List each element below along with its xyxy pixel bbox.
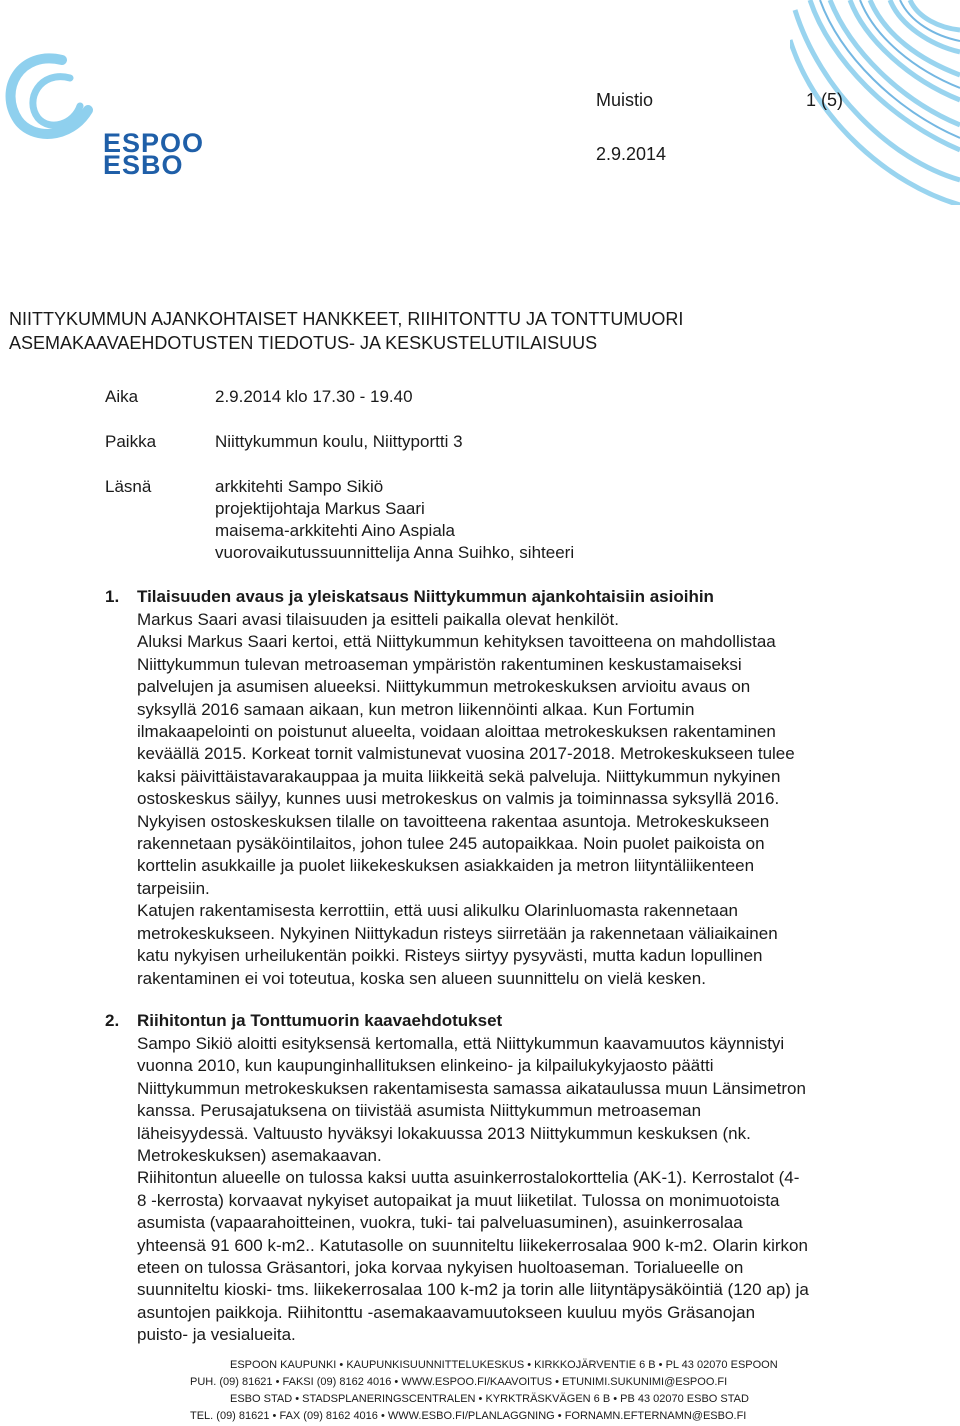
meta-lasna [0,476,960,566]
body-line: läheisyydessä. Valtuusto hyväksyi lokakuussa 2013 Niittykummun keskuksen (nk. [137,1123,751,1143]
title-line-2: ASEMAKAAVAEHDOTUSTEN TIEDOTUS- JA KESKUSTELUTILAISUUS [9,333,598,353]
body-line: rakentaminen ei voi toteutua, koska sen alueen suunnittelu on vielä kesken. [137,968,706,988]
body-line: kaksi päivittäistavarakauppaa ja muita liikkeitä sekä palveluja. Niittykummun nykyinen [137,766,781,786]
section-2-body [137,1033,857,1347]
body-line: Niittykummun metrokeskuksen rakentamisesta samassa aikataulussa muun Länsimetron [137,1078,806,1098]
body-line: puisto- ja vesialueita. [137,1325,296,1345]
body-line: ostoskeskus säilyy, kunnes uusi metrokeskus on valmis ja toiminnassa syksyllä 2016. [137,789,780,809]
body-line: 8 -kerrosta) korvaavat nykyiset autopaikat ja muut liiketilat. Tulossa on monimuotoista [137,1190,780,1210]
lasna-list [215,476,574,564]
section-2-heading: Riihitontun ja Tonttumuorin kaavaehdotukset [137,1011,503,1030]
aika-label: Aika [105,387,139,406]
body-line: korttelin asukkaille ja puolet liikekeskuksen asiakkaiden ja metron liityntäliikenteen [137,856,755,876]
body-line: Nykyisen ostoskeskuksen tilalle on tavoitteena rakentaa asuntoja. Metrokeskukseen [137,811,770,831]
title-line-1: NIITTYKUMMUN AJANKOHTAISET HANKKEET, RIIHITONTTU JA TONTTUMUORI [9,309,684,329]
body-line: Riihitontun alueelle on tulossa kaksi uutta asuinkerrostalokorttelia (AK-1). Kerrostalot (4- [137,1168,800,1188]
body-line: Aluksi Markus Saari kertoi, että Niittykummun kehityksen tavoitteena on mahdollistaa [137,632,776,652]
logo-line-2: ESBO [103,150,184,180]
body-line: ilmakaapelointi on poistunut alueelta, voidaan aloittaa metrokeskuksen rakentaminen [137,722,776,742]
attendee: projektijohtaja Markus Saari [215,499,425,518]
espoo-logo [0,40,205,180]
body-line: Niittykummun tulevan metroaseman ympäristön rakentuminen keskustamaiseksi [137,654,742,674]
body-line: tarpeisiin. [137,878,210,898]
section-1-heading: Tilaisuuden avaus ja yleiskatsaus Niittykummun ajankohtaisiin asioihin [137,587,714,606]
attendee: arkkitehti Sampo Sikiö [215,477,384,496]
paikka-value: Niittykummun koulu, Niittyportti 3 [215,432,463,451]
footer-line-1: ESPOON KAUPUNKI • KAUPUNKISUUNNITTELUKESKUS • KIRKKOJÄRVENTIE 6 B • PL 43 02070 ESPOON [230,1359,778,1371]
body-line: yhteensä 91 600 k-m2.. Katutasolle on suunniteltu liikekerrosalaa 900 k-m2. Olarin kirkon [137,1235,808,1255]
attendee: vuorovaikutussuunnittelija Anna Suihko, sihteeri [215,543,575,562]
body-line: asuntojen paikkoja. Riihitonttu -asemakaavamuutokseen kuuluu myös Gräsanojan [137,1302,756,1322]
body-line: Katujen rakentamisesta kerrottiin, että uusi alikulku Olarinluomasta rakennetaan [137,901,738,921]
footer-line-4: TEL. (09) 81621 • FAX (09) 8162 4016 • WWW.ESBO.FI/PLANLAGGNING • FORNAMN.EFTERNAMN@ESBO.FI [190,1410,747,1422]
body-line: rakennetaan pysäköintilaitos, johon tulee 245 autopaikkaa. Noin puolet paikoista on [137,834,765,854]
body-line: Markus Saari avasi tilaisuuden ja esitteli paikalla olevat henkilöt. [137,610,619,629]
paikka-label: Paikka [105,432,157,451]
logo-line-1: ESPOO [103,128,205,158]
meta-aika [0,386,960,408]
body-line: Metrokeskuksen) asemakaavan. [137,1146,382,1166]
body-line: syksyllä 2016 samaan aikaan, kun metron liikennöinti alkaa. Kun Fortumin [137,699,695,719]
doc-type: Muistio [596,90,654,110]
body-line: katu nykyisen urheilukentän poikki. Risteys siirtyy pysyvästi, mutta kadun lopullinen [137,946,763,966]
body-line: kanssa. Perusajatuksena on tiivistää asumista Niittykummun metroaseman [137,1101,702,1121]
body-line: Sampo Sikiö aloitti esityksensä kertomalla, että Niittykummun kaavamuutos käynnistyi [137,1034,785,1053]
aika-value: 2.9.2014 klo 17.30 - 19.40 [215,387,413,406]
footer-line-3: ESBO STAD • STADSPLANERINGSCENTRALEN • KYRKTRÄSKVÄGEN 6 B • PB 43 02070 ESBO STAD [230,1393,749,1405]
attendee: maisema-arkkitehti Aino Aspiala [215,521,456,540]
section-1-body [137,609,857,990]
doc-date: 2.9.2014 [596,144,667,164]
footer-line-2: PUH. (09) 81621 • FAKSI (09) 8162 4016 • WWW.ESPOO.FI/KAAVOITUS • ETUNIMI.SUKUNIMI@ESPOO.FI [190,1376,728,1388]
document-title [9,307,949,355]
body-line: vuonna 2010, kun kaupunginhallituksen elinkeino- ja kilpailukykyjaosto päätti [137,1056,714,1076]
body-line: keväällä 2015. Korkeat tornit valmistunevat vuosina 2017-2018. Metrokeskukseen tulee [137,744,795,764]
meta-paikka [0,431,960,453]
section-1-number: 1. [105,587,120,606]
section-2-number: 2. [105,1011,120,1030]
body-line: asumista (vapaarahoitteinen, vuokra, tuki- tai palveluasuminen), asuinkerrosalaa [137,1213,743,1233]
body-line: suunniteltu kioski- tms. liikekerrosalaa 100 k-m2 ja torin alle liityntäpysäköintiä (120 ap) ja [137,1280,809,1300]
body-line: eteen on tulossa Gräsantori, joka korvaa nykyisen huoltoaseman. Torialueelle on [137,1258,744,1278]
page-number: 1 (5) [806,90,844,110]
body-line: palvelujen ja asumisen alueeksi. Niittykummun metrokeskuksen arvioitu avaus on [137,677,751,697]
lasna-label: Läsnä [105,477,152,496]
footer [190,1357,850,1425]
body-line: metrokeskukseen. Nykyinen Niittykadun risteys siirretään ja rakennetaan väliaikainen [137,923,778,943]
